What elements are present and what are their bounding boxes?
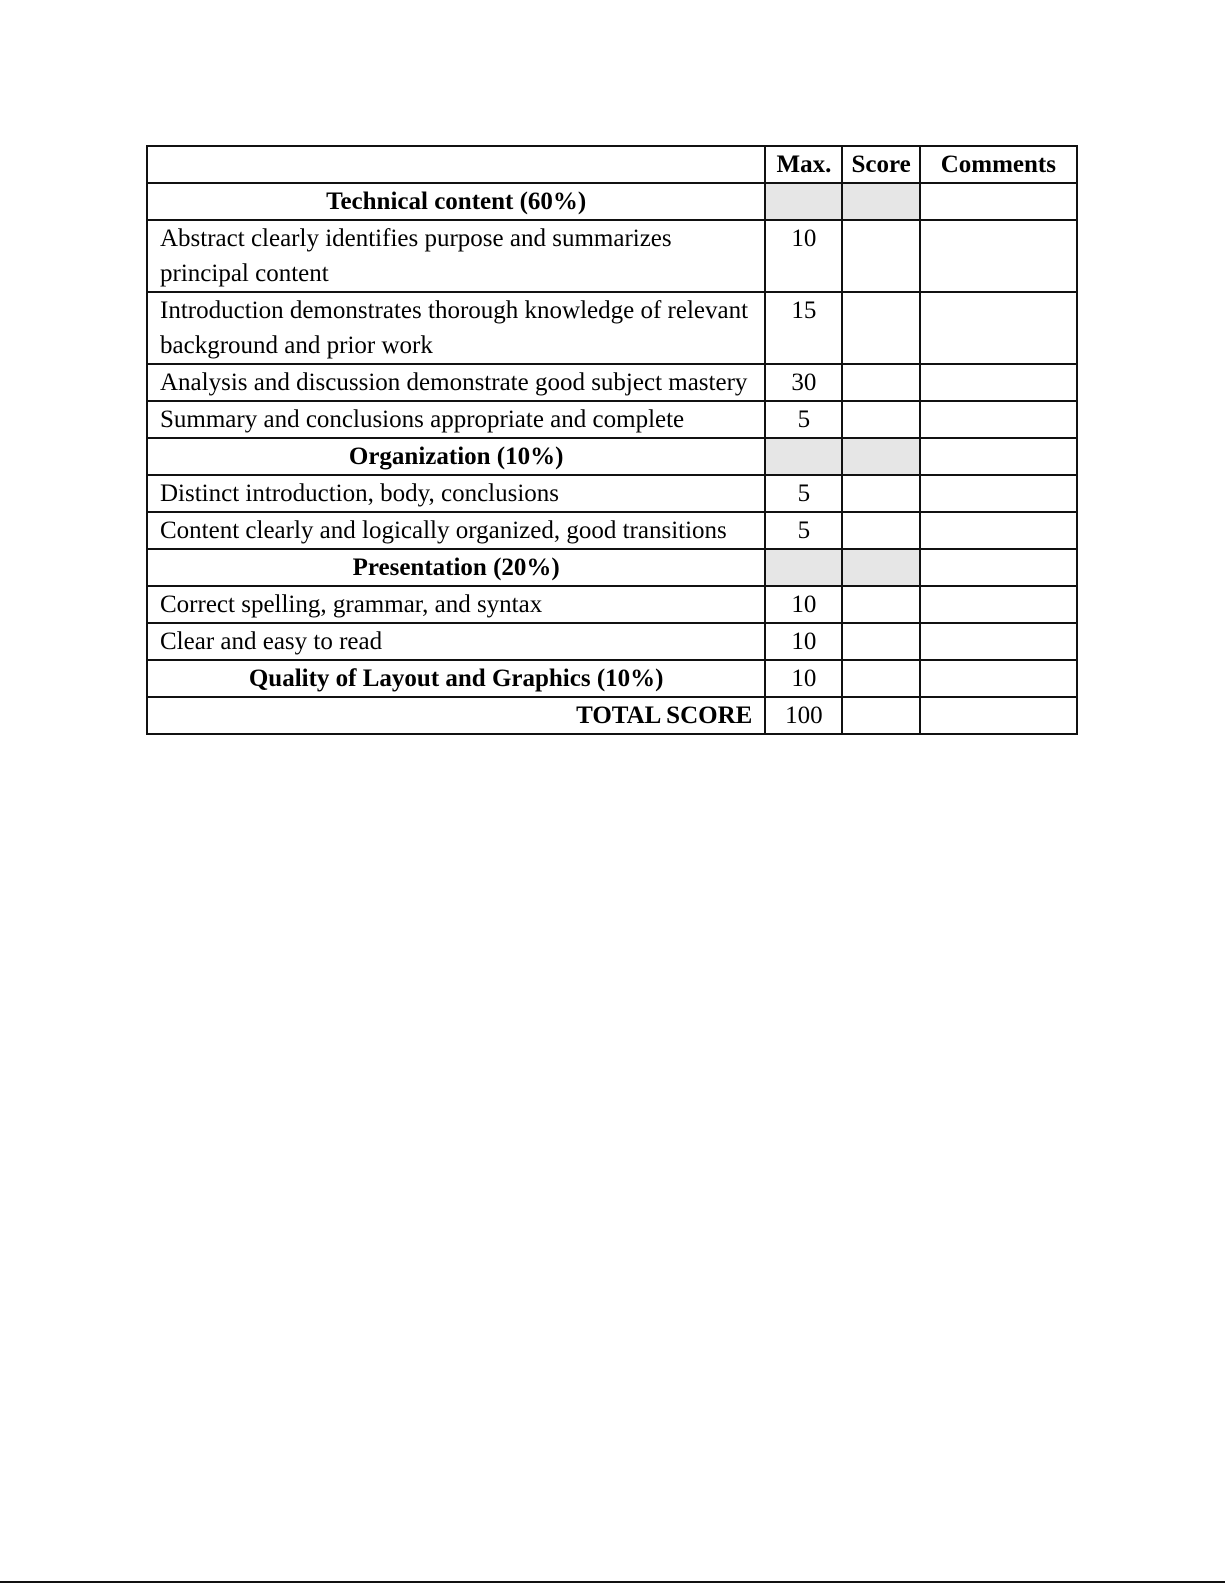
section-row-organization — [147, 438, 1077, 475]
comments-cell — [920, 401, 1077, 438]
criterion-label: Summary and conclusions appropriate and complete — [147, 401, 765, 438]
score-cell — [842, 660, 919, 697]
criterion-row — [147, 220, 1077, 292]
max-cell — [765, 183, 842, 220]
comments-cell — [920, 438, 1077, 475]
header-comments: Comments — [920, 146, 1077, 183]
total-max: 100 — [765, 697, 842, 734]
comments-cell — [920, 623, 1077, 660]
max-cell: 5 — [765, 512, 842, 549]
score-cell — [842, 512, 919, 549]
section-label: Organization (10%) — [147, 438, 765, 475]
criterion-label: Analysis and discussion demonstrate good subject mastery — [147, 364, 765, 401]
criterion-label: Abstract clearly identifies purpose and summarizes principal content — [147, 220, 765, 292]
criterion-label: Distinct introduction, body, conclusions — [147, 475, 765, 512]
max-cell: 5 — [765, 475, 842, 512]
rubric-table — [146, 145, 1078, 735]
score-cell — [842, 220, 919, 292]
comments-cell — [920, 292, 1077, 364]
max-cell: 15 — [765, 292, 842, 364]
section-row-layout-graphics — [147, 660, 1077, 697]
header-score: Score — [842, 146, 919, 183]
score-cell — [842, 623, 919, 660]
max-cell: 10 — [765, 220, 842, 292]
criterion-row — [147, 401, 1077, 438]
score-cell — [842, 183, 919, 220]
score-cell — [842, 475, 919, 512]
criterion-row — [147, 292, 1077, 364]
section-label: Technical content (60%) — [147, 183, 765, 220]
section-label: Presentation (20%) — [147, 549, 765, 586]
total-row — [147, 697, 1077, 734]
criterion-row — [147, 475, 1077, 512]
criterion-row — [147, 512, 1077, 549]
score-cell — [842, 364, 919, 401]
max-cell: 10 — [765, 660, 842, 697]
score-cell — [842, 292, 919, 364]
comments-cell — [920, 586, 1077, 623]
comments-cell — [920, 183, 1077, 220]
header-row — [147, 146, 1077, 183]
header-max: Max. — [765, 146, 842, 183]
criterion-label: Correct spelling, grammar, and syntax — [147, 586, 765, 623]
criterion-row — [147, 586, 1077, 623]
comments-cell — [920, 549, 1077, 586]
comments-cell — [920, 364, 1077, 401]
section-row-technical — [147, 183, 1077, 220]
max-cell: 5 — [765, 401, 842, 438]
comments-cell — [920, 475, 1077, 512]
criterion-label: Clear and easy to read — [147, 623, 765, 660]
header-criterion — [147, 146, 765, 183]
score-cell — [842, 549, 919, 586]
max-cell: 10 — [765, 586, 842, 623]
comments-cell — [920, 512, 1077, 549]
max-cell: 10 — [765, 623, 842, 660]
score-cell — [842, 438, 919, 475]
total-score-cell — [842, 697, 919, 734]
criterion-row — [147, 623, 1077, 660]
max-cell: 30 — [765, 364, 842, 401]
page-bottom-rule — [0, 1581, 1225, 1583]
section-row-presentation — [147, 549, 1077, 586]
score-cell — [842, 586, 919, 623]
score-cell — [842, 401, 919, 438]
max-cell — [765, 438, 842, 475]
total-label: TOTAL SCORE — [147, 697, 765, 734]
criterion-row — [147, 364, 1077, 401]
comments-cell — [920, 660, 1077, 697]
criterion-label: Content clearly and logically organized, good transitions — [147, 512, 765, 549]
total-comments-cell — [920, 697, 1077, 734]
comments-cell — [920, 220, 1077, 292]
criterion-label: Introduction demonstrates thorough knowledge of relevant background and prior work — [147, 292, 765, 364]
max-cell — [765, 549, 842, 586]
section-label: Quality of Layout and Graphics (10%) — [147, 660, 765, 697]
